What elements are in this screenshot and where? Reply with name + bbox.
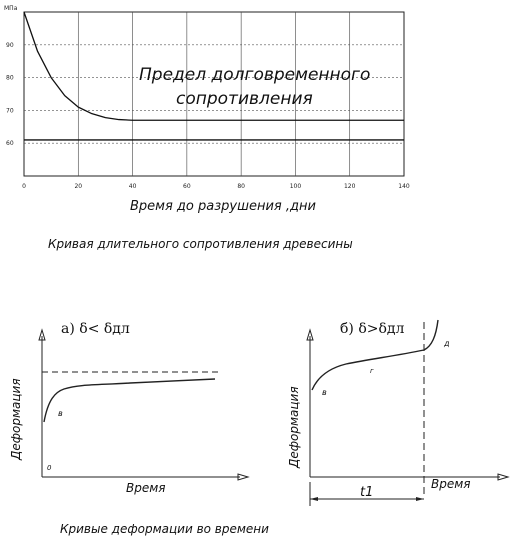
x-tick-label: 120	[343, 183, 356, 190]
y-tick-labels	[6, 42, 14, 147]
diagram-b-title: б) δ>δдл	[340, 321, 405, 337]
diagram-a-title: а) δ< δдл	[61, 321, 130, 337]
curve-label-line2: сопротивления	[176, 89, 313, 109]
diagram-a-y-label: Деформация	[9, 378, 23, 460]
y-tick-label: 90	[6, 41, 14, 49]
y-tick-label: 60	[6, 140, 14, 148]
deformation-curve-a	[44, 379, 215, 422]
origin-label: 0	[47, 464, 52, 472]
interval-arrow-left-icon	[310, 497, 318, 501]
deformation-diagram-b	[287, 320, 508, 506]
bottom-caption: Кривые деформации во времени	[60, 522, 269, 536]
interval-arrow-right-icon	[416, 497, 424, 501]
x-tick-label: 80	[237, 183, 245, 190]
curve-mark-d: д	[444, 339, 450, 348]
diagram-b-y-label: Деформация	[287, 386, 301, 468]
curve-mark-b: в	[322, 388, 327, 397]
x-tick-labels	[22, 183, 410, 190]
diagram-a-x-label: Время	[126, 481, 166, 495]
x-tick-label: 20	[74, 183, 83, 190]
curve-mark-g: г	[370, 367, 374, 375]
curve-mark-b-a: в	[58, 409, 63, 418]
x-tick-label: 100	[289, 183, 302, 190]
x-tick-label: 140	[398, 183, 410, 190]
interval-label: t1	[360, 485, 374, 500]
top-caption: Кривая длительного сопротивления древесины	[48, 237, 353, 251]
x-tick-label: 0	[22, 183, 26, 190]
deformation-diagram-a	[9, 321, 248, 495]
y-tick-label: 80	[6, 74, 14, 82]
diagram-b-x-label: Время	[431, 477, 471, 491]
long-term-strength-chart	[4, 5, 410, 251]
x-tick-label: 40	[128, 183, 137, 190]
y-unit-label: МПа	[4, 5, 18, 12]
y-tick-label: 70	[6, 107, 14, 115]
x-tick-label: 60	[183, 183, 191, 190]
x-axis-label: Время до разрушения ,дни	[130, 199, 316, 214]
curve-label-line1: Предел долговременного	[139, 65, 371, 85]
